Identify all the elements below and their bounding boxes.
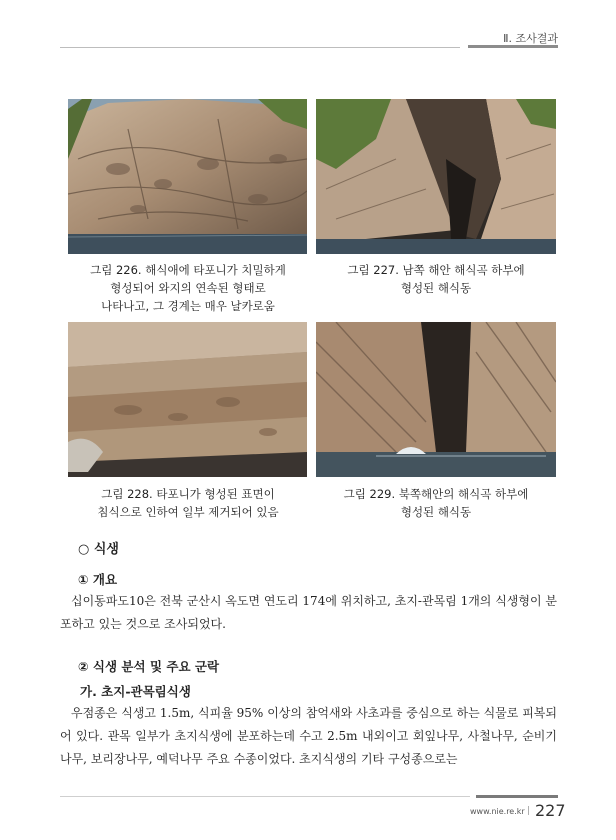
figure-227-photo bbox=[316, 99, 556, 254]
caption-line: 침식으로 인하여 일부 제거되어 있음 bbox=[97, 505, 279, 519]
figure-226-caption bbox=[68, 261, 308, 315]
figure-228-photo bbox=[68, 322, 307, 477]
caption-line: 나타나고, 그 경계는 매우 날카로움 bbox=[101, 299, 275, 313]
figure-229-photo bbox=[316, 322, 556, 477]
footer-separator: | bbox=[527, 806, 531, 816]
header-rule bbox=[60, 47, 460, 48]
caption-line: 그림 227. 남쪽 해안 해식곡 하부에 bbox=[347, 263, 525, 277]
figure-227-caption bbox=[316, 261, 556, 297]
caption-line: 형성된 해식동 bbox=[400, 505, 472, 519]
figure-226-photo bbox=[68, 99, 307, 254]
subsubsection-heading: 가. 초지-관목림식생 bbox=[80, 684, 191, 699]
subsection-heading: ① 개요 bbox=[78, 572, 118, 587]
section-heading: ○ 식생 bbox=[78, 542, 119, 557]
footer-url: www.nie.re.kr bbox=[470, 807, 525, 816]
caption-line: 그림 229. 북쪽해안의 해식곡 하부에 bbox=[343, 487, 529, 501]
subsection-heading: ② 식생 분석 및 주요 군락 bbox=[78, 659, 220, 674]
footer-rule bbox=[60, 796, 470, 797]
paragraph-overview: 십이동파도10은 전북 군산시 옥도면 연도리 174에 위치하고, 초지-관목림 1개의 식생형이 분포하고 있는 것으로 조사되었다. bbox=[60, 594, 557, 631]
caption-line: 그림 228. 타포니가 형성된 표면이 bbox=[101, 487, 275, 501]
figure-228-caption bbox=[68, 485, 308, 521]
caption-line: 형성된 해식동 bbox=[400, 281, 472, 295]
page-number: 227 bbox=[535, 801, 566, 820]
footer-rule-accent bbox=[476, 795, 558, 798]
caption-line: 그림 226. 해식애에 타포니가 치밀하게 bbox=[90, 263, 286, 277]
paragraph-vegetation: 우점종은 식생고 1.5m, 식피율 95% 이상의 참억새와 사초과를 중심으로 하는 식물로 피복되어 있다. 관목 일부가 초지식생에 분포하는데 수고 2.5m 내외이고 회잎나무, 사철나무, 순비기나무, 보리장나무, 예덕나무 주요 수종이었다. 초지식생의 기타 구성종으로는 bbox=[60, 706, 557, 766]
running-header: Ⅱ. 조사결과 bbox=[503, 32, 558, 45]
caption-line: 형성되어 와지의 연속된 형태로 bbox=[110, 281, 266, 295]
figure-229-caption bbox=[316, 485, 556, 521]
